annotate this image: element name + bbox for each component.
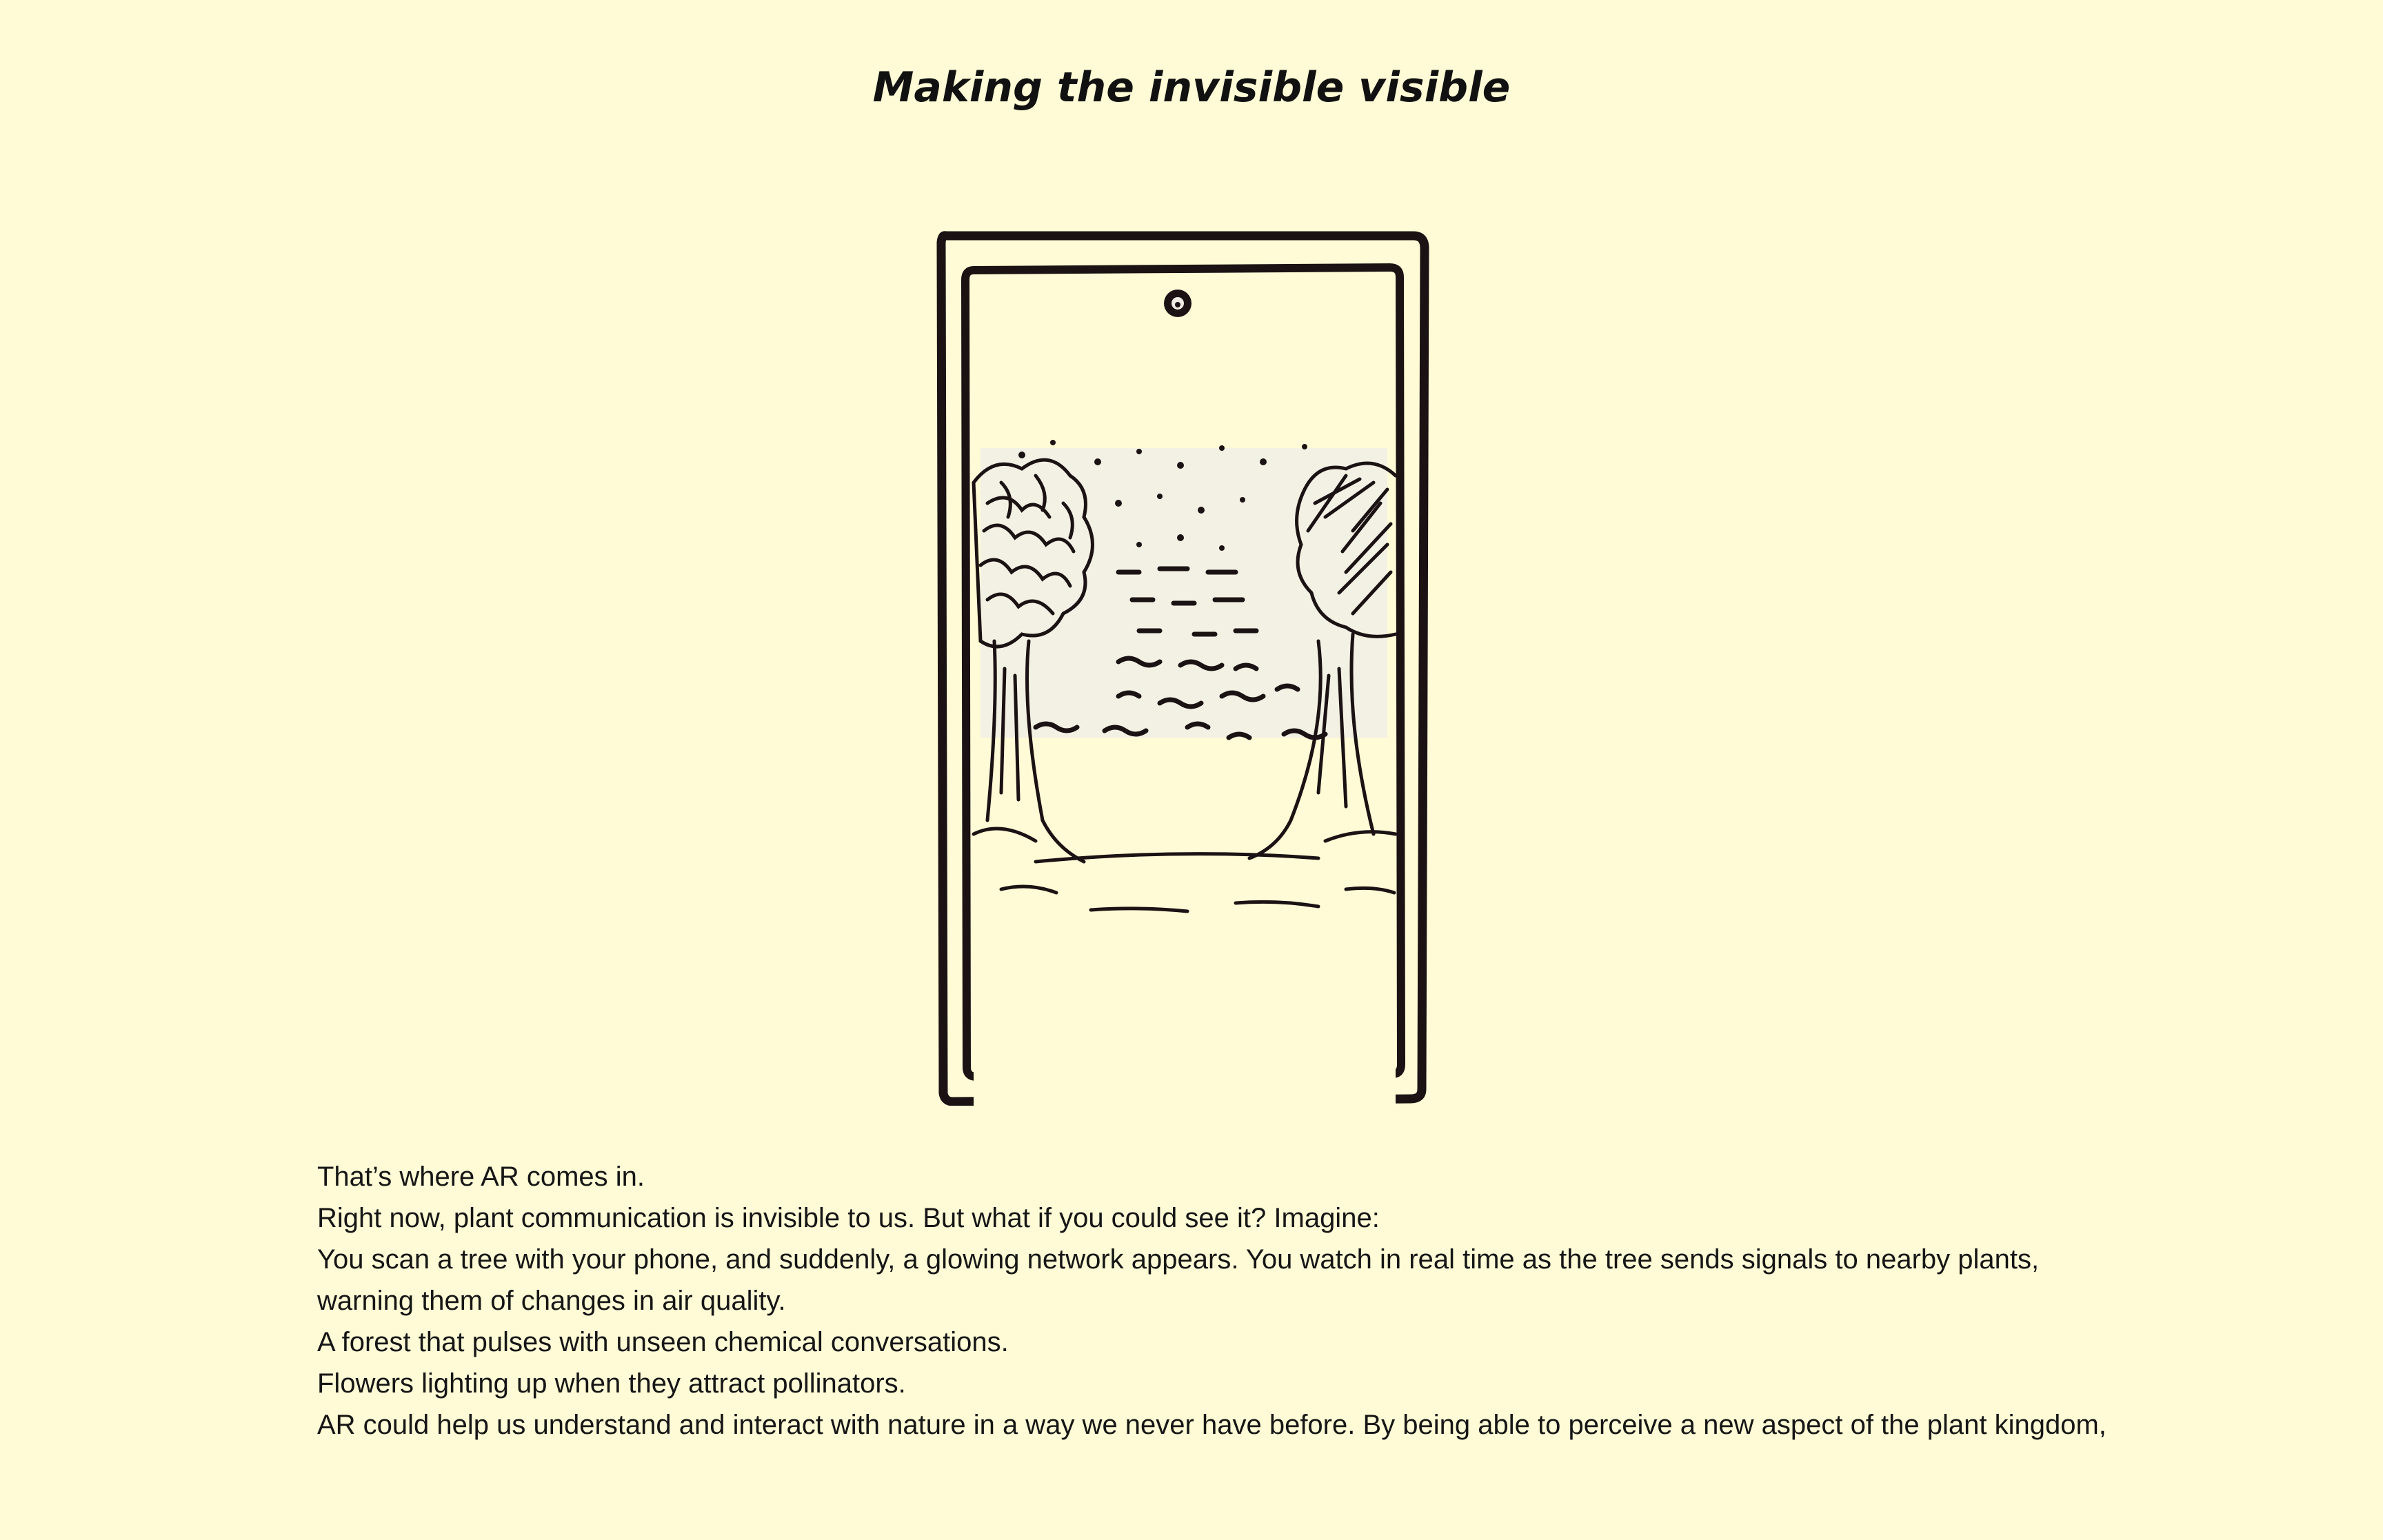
paragraph: Right now, plant communication is invisible to us. But what if you could see it? Imagine: <box>317 1203 1380 1233</box>
paragraph: A forest that pulses with unseen chemical conversations. <box>317 1327 1009 1357</box>
paragraph: AR could help us understand and interact with nature in a way we never have before. By being able to perceive a new aspect of the plant kingdom, <box>317 1410 2107 1440</box>
phone-with-trees-illustration <box>932 227 1437 1106</box>
article-body <box>317 1156 2110 1446</box>
paragraph: That’s where AR comes in. <box>317 1162 645 1192</box>
page-title: Making the invisible visible <box>872 63 1511 112</box>
paragraph: Flowers lighting up when they attract pollinators. <box>317 1368 906 1399</box>
paragraph: You scan a tree with your phone, and suddenly, a glowing network appears. You watch in real time as the tree sends signals to nearby plants, warning them of changes in air quality. <box>317 1244 2040 1316</box>
